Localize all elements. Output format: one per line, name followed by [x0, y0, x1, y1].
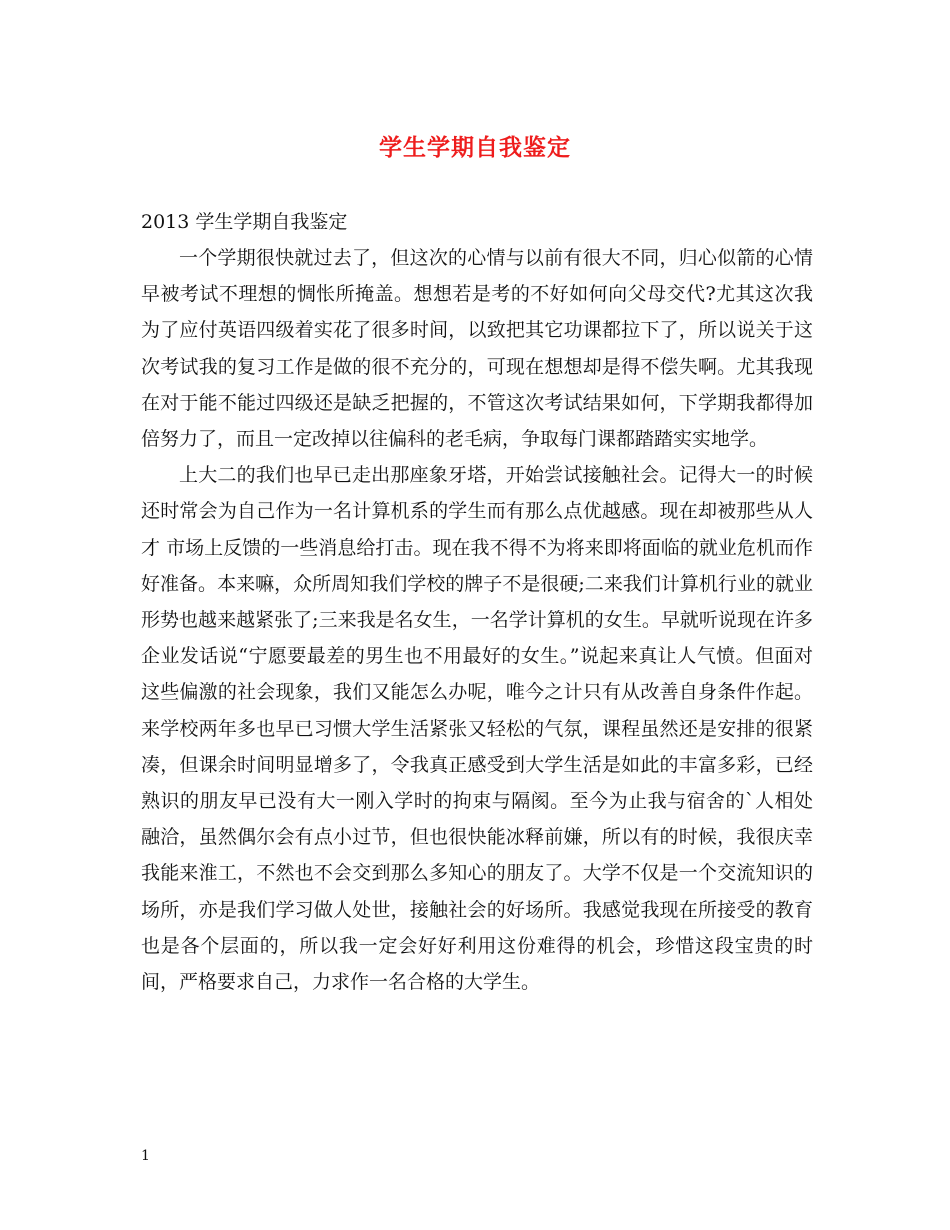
document-body [141, 240, 813, 1000]
document-title: 学生学期自我鉴定 [379, 134, 571, 161]
page-number: 1 [141, 1148, 150, 1164]
paragraph-2: 上大二的我们也早已走出那座象牙塔，开始尝试接触社会。记得大一的时候还时常会为自己作为一名计算机系的学生而有那么点优越感。现在却被那些从人才 市场上反馈的一些消息给打击。现在我不得不为将来即将面临的就业危机而作好准备。本来嘛，众所周知我们学校的牌子不是很硬;二来我们计算机行业的就业形势也越来越紧张了;三来我是名女生，一名学计算机的女生。早就听说现在许多企业发话说“宁愿要最差的男生也不用最好的女生。”说起来真让人气愤。但面对这些偏激的社会现象，我们又能怎么办呢，唯今之计只有从改善自身条件作起。来学校两年多也早已习惯大学生活紧张又轻松的气氛，课程虽然还是安排的很紧凑，但课余时间明显增多了，令我真正感受到大学生活是如此的丰富多彩，已经熟识的朋友早已没有大一刚入学时的拘束与隔阂。至今为止我与宿舍的`人相处融洽，虽然偶尔会有点小过节，但也很快能冰释前嫌，所以有的时候，我很庆幸我能来淮工，不然也不会交到那么多知心的朋友了。大学不仅是一个交流知识的场所，亦是我们学习做人处世，接触社会的好场所。我感觉我现在所接受的教育也是各个层面的，所以我一定会好好利用这份难得的机会，珍惜这段宝贵的时间，严格要求自己，力求作一名合格的大学生。 [141, 464, 813, 994]
document-subtitle: 2013 学生学期自我鉴定 [141, 211, 348, 233]
paragraph-1: 一个学期很快就过去了，但这次的心情与以前有很大不同，归心似箭的心情早被考试不理想的惆怅所掩盖。想想若是考的不好如何向父母交代?尤其这次我为了应付英语四级着实花了很多时间，以致把其它功课都拉下了，所以说关于这次考试我的复习工作是做的很不充分的，可现在想想却是得不偿失啊。尤其我现在对于能不能过四级还是缺乏把握的，不管这次考试结果如何，下学期我都得加倍努力了，而且一定改掉以往偏科的老毛病，争取每门课都踏踏实实地学。 [141, 247, 813, 451]
